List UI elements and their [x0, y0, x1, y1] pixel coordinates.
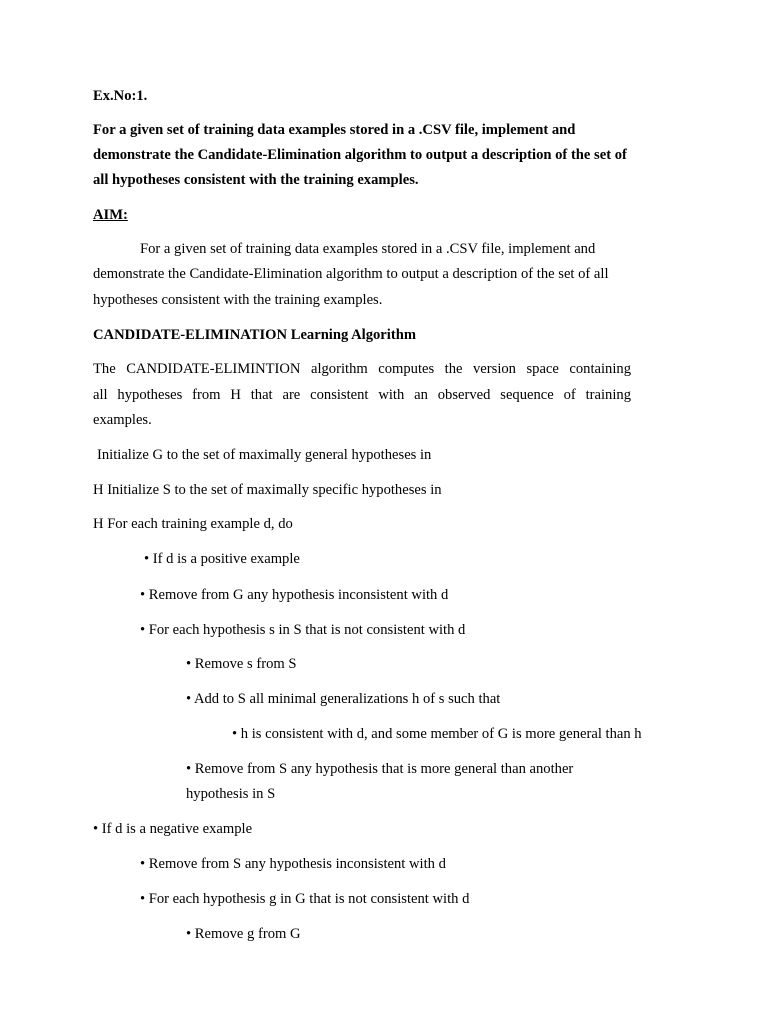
step-pos-for-each-s: • For each hypothesis s in S that is not consistent with d — [140, 622, 466, 638]
step-remove-general-cont: hypothesis in S — [186, 786, 276, 802]
step-remove-g: • Remove g from G — [186, 926, 301, 942]
step-h-consistent: • h is consistent with d, and some member of G is more general than h — [232, 726, 642, 742]
title-line: all hypotheses consistent with the training examples. — [93, 172, 419, 188]
aim-heading: AIM: — [93, 207, 128, 223]
title-line: For a given set of training data examples stored in a .CSV file, implement and — [93, 122, 576, 138]
aim-line: hypotheses consistent with the training examples. — [93, 292, 383, 308]
step-add-to-s: • Add to S all minimal generalizations h of s such that — [186, 691, 501, 707]
step-neg-for-each-g: • For each hypothesis g in G that is not consistent with d — [140, 891, 470, 907]
step-if-negative: • If d is a negative example — [93, 821, 253, 837]
step-pos-remove-g: • Remove from G any hypothesis inconsistent with d — [140, 587, 449, 603]
step-for-each: H For each training example d, do — [93, 516, 293, 532]
title-line: demonstrate the Candidate-Elimination algorithm to output a description of the set of — [93, 147, 627, 163]
aim-line: demonstrate the Candidate-Elimination algorithm to output a description of the set of all — [93, 266, 609, 282]
exercise-number: Ex.No:1. — [93, 88, 148, 104]
step-remove-s: • Remove s from S — [186, 656, 297, 672]
step-init-g: Initialize G to the set of maximally general hypotheses in — [97, 447, 432, 463]
step-if-positive: • If d is a positive example — [144, 551, 300, 567]
step-init-s: H Initialize S to the set of maximally specific hypotheses in — [93, 482, 442, 498]
step-remove-general: • Remove from S any hypothesis that is more general than another — [186, 761, 574, 777]
algorithm-heading: CANDIDATE-ELIMINATION Learning Algorithm — [93, 327, 416, 343]
intro-line: all hypotheses from H that are consistent with an observed sequence of training — [93, 387, 631, 403]
intro-line: The CANDIDATE-ELIMINTION algorithm computes the version space containing — [93, 361, 631, 377]
aim-line: For a given set of training data examples stored in a .CSV file, implement and — [140, 241, 596, 257]
intro-line: examples. — [93, 412, 152, 428]
step-neg-remove-s: • Remove from S any hypothesis inconsistent with d — [140, 856, 446, 872]
